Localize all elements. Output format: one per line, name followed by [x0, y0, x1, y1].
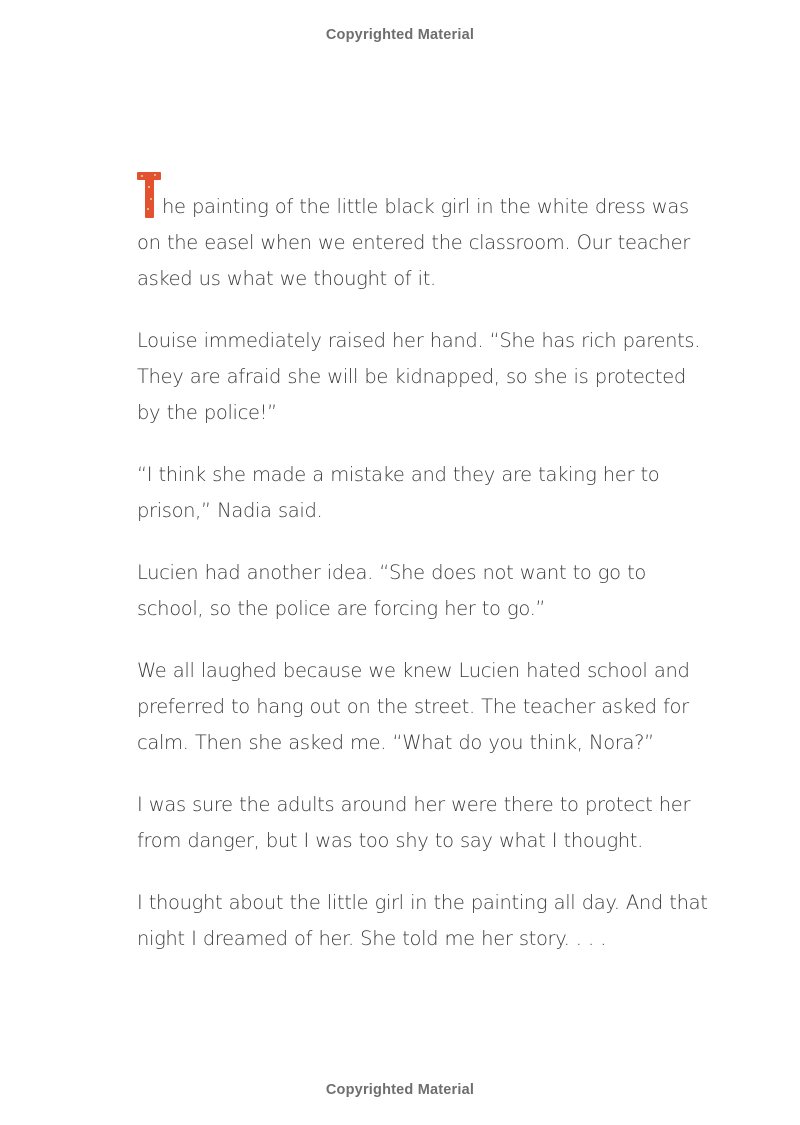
- paragraph-6: [137, 787, 697, 859]
- text-line: I was sure the adults around her were there to protect her: [137, 793, 691, 816]
- copyright-watermark-bottom: Copyrighted Material: [325, 1082, 475, 1098]
- text-line: asked us what we thought of it.: [137, 267, 436, 290]
- paragraph-3: [137, 457, 697, 529]
- text-line: Lucien had another idea. “She does not want to go to: [137, 561, 646, 584]
- text-line: on the easel when we entered the classroom. Our teacher: [137, 231, 690, 254]
- story-text: [137, 172, 708, 983]
- text-line: We all laughed because we knew Lucien hated school and: [137, 659, 690, 682]
- drop-cap: [137, 172, 161, 218]
- text-line: I thought about the little girl in the painting all day. And that: [137, 891, 708, 914]
- text-line: Louise immediately raised her hand. “She has rich parents.: [137, 329, 701, 352]
- text-line: school, so the police are forcing her to go.”: [137, 597, 546, 620]
- text-line: he painting of the little black girl in the white dress was: [137, 172, 697, 225]
- paragraph-5: [137, 653, 697, 761]
- text-line: They are afraid she will be kidnapped, so she is protected: [137, 365, 686, 388]
- text-line: from danger, but I was too shy to say what I thought.: [137, 829, 643, 852]
- text-line: night I dreamed of her. She told me her story. . . .: [137, 927, 607, 950]
- paragraph-1: [137, 172, 697, 297]
- text-line: preferred to hang out on the street. The teacher asked for: [137, 695, 689, 718]
- paragraph-7: [137, 885, 708, 957]
- text-line: “I think she made a mistake and they are taking her to: [137, 463, 660, 486]
- text-line: prison,” Nadia said.: [137, 499, 323, 522]
- copyright-watermark-top: Copyrighted Material: [325, 27, 475, 43]
- text-line: by the police!”: [137, 401, 277, 424]
- paragraph-4: [137, 555, 697, 627]
- text-line: calm. Then she asked me. “What do you think, Nora?”: [137, 731, 654, 754]
- paragraph-2: [137, 323, 701, 431]
